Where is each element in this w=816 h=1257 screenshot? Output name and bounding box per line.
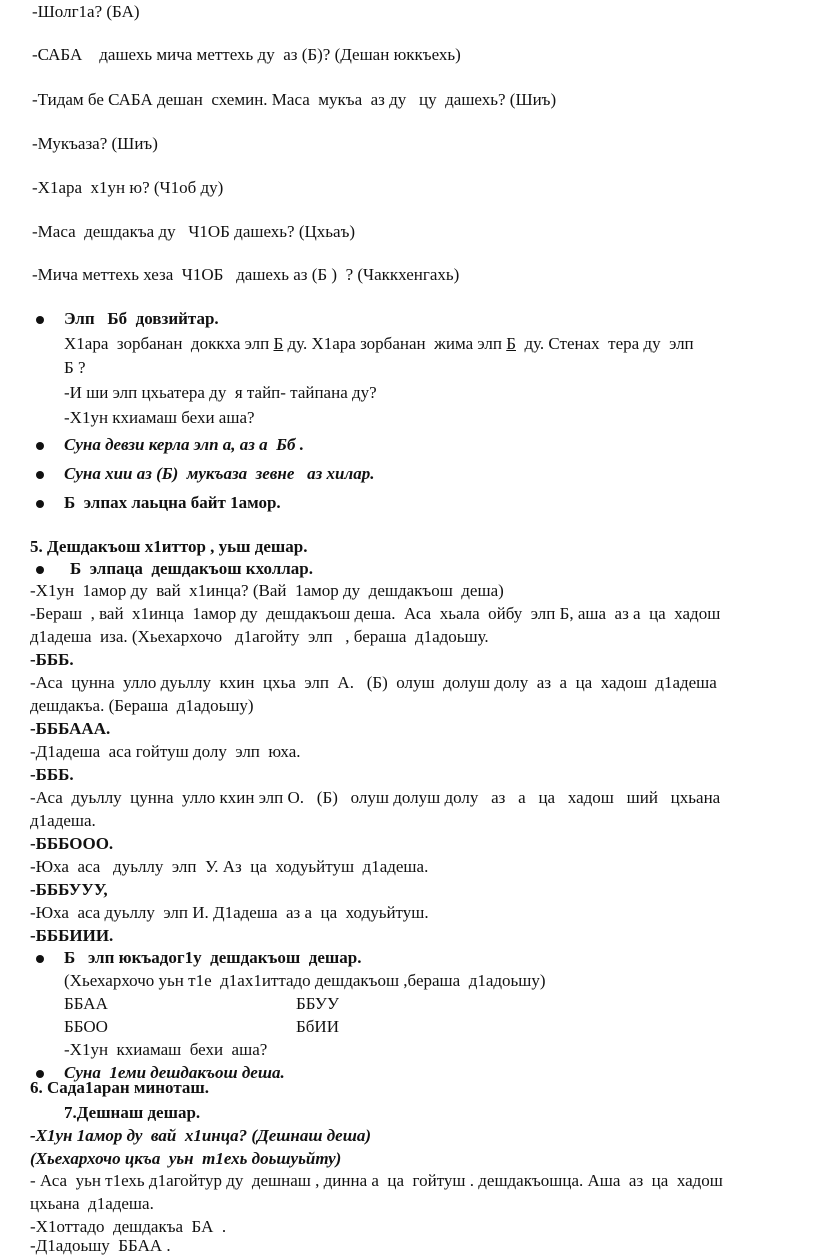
bullet-icon bbox=[36, 955, 44, 963]
paragraph-line: цхьана д1адеша. bbox=[30, 1194, 154, 1213]
syllable-line: -БББООО. bbox=[30, 834, 114, 853]
bullet-icon bbox=[36, 316, 44, 324]
dialog-line: -Х1ара х1ун ю? (Ч1об ду) bbox=[32, 178, 224, 197]
paragraph-line: (Хьехархочо уьн т1е д1ах1иттадо дешдакъош ,бераша д1адоьшу) bbox=[64, 971, 546, 990]
paragraph-line: -Юха аса дуьллу элп У. Аз ца ходуьйтуш д1адеша. bbox=[30, 857, 429, 876]
paragraph-line: Б ? bbox=[64, 358, 86, 377]
dialog-line: -Шолг1а? (БА) bbox=[32, 2, 140, 21]
section-heading: 6. Сада1аран миноташ. bbox=[30, 1078, 209, 1097]
section-heading: 7.Дешнаш дешар. bbox=[64, 1103, 201, 1122]
bullet-item: Б элп юкъадог1у дешдакъош дешар. bbox=[64, 948, 362, 967]
bullet-item: Суна девзи керла элп а, аз а Бб . bbox=[64, 435, 304, 454]
paragraph-line: -Х1ун кхиамаш бехи аша? bbox=[64, 1040, 268, 1059]
paragraph-line: -И ши элп цхьатера ду я тайп- тайпана ду? bbox=[64, 383, 377, 402]
paragraph-line: -Аса цунна улло дуьллу кхин цхьа элп А. (Б) олуш долуш долу аз а ца хадош д1адеша bbox=[30, 673, 717, 692]
bullet-icon bbox=[36, 500, 44, 508]
paragraph-line: -Х1ун кхиамаш бехи аша? bbox=[64, 408, 255, 427]
paragraph-line: -Х1оттадо дешдакъа БА . bbox=[30, 1217, 227, 1236]
paragraph-line: дешдакъа. (Бераша д1адоьшу) bbox=[30, 696, 254, 715]
bullet-icon bbox=[36, 566, 44, 574]
syllable-line: -БББ. bbox=[30, 765, 74, 784]
bullet-item: Б элпах лаьцна байт 1амор. bbox=[64, 493, 281, 512]
paragraph-line: д1адеша. bbox=[30, 811, 96, 830]
dialog-line: -Мича меттехь хеза Ч1ОБ дашехь аз (Б ) ? (Чаккхенгахь) bbox=[32, 265, 460, 284]
note-line: (Хьехархочо цкъа уьн т1ехь доьшуьйту) bbox=[30, 1149, 342, 1168]
bullet-item: Б элпаца дешдакъош кхоллар. bbox=[70, 559, 314, 578]
dialog-line: -Тидам бе САБА дешан схемин. Маса мукъа аз ду цу дашехь? (Шиъ) bbox=[32, 90, 557, 109]
syllable-cell: ББУУ bbox=[296, 994, 339, 1013]
bullet-icon bbox=[36, 471, 44, 479]
paragraph-line: -Аса дуьллу цунна улло кхин элп О. (Б) олуш долуш долу аз а ца хадош ший цхьана bbox=[30, 788, 721, 807]
dialog-line: -Маса дешдакъа ду Ч1ОБ дашехь? (Цхьаъ) bbox=[32, 222, 356, 241]
bullet-item: Суна хии аз (Б) мукъаза зевне аз хилар. bbox=[64, 464, 375, 483]
paragraph-line: - Аса уьн т1ехь д1агойтур ду дешнаш , динна а ца гойтуш . дешдакъошца. Аша аз ца хадош bbox=[30, 1171, 723, 1190]
paragraph-line: д1адеша иза. (Хьехархочо д1агойту элп , бераша д1адоьшу. bbox=[30, 627, 489, 646]
paragraph-line: -Д1адоьшу ББАА . bbox=[30, 1236, 171, 1255]
paragraph-line: -Бераш , вай х1инца 1амор ду дешдакъош деша. Аса хьала ойбу элп Б, аша аз а ца хадош bbox=[30, 604, 721, 623]
syllable-cell: ББАА bbox=[64, 994, 108, 1013]
syllable-line: -БББААА. bbox=[30, 719, 111, 738]
paragraph-line: -Д1адеша аса гойтуш долу элп юха. bbox=[30, 742, 301, 761]
syllable-line: -БББ. bbox=[30, 650, 74, 669]
syllable-line: -БББИИИ. bbox=[30, 926, 114, 945]
syllable-line: -БББУУУ, bbox=[30, 880, 108, 899]
syllable-cell: БбИИ bbox=[296, 1017, 339, 1036]
dialog-line: -Мукъаза? (Шиъ) bbox=[32, 134, 158, 153]
paragraph-line: -Юха аса дуьллу элп И. Д1адеша аз а ца ходуьйтуш. bbox=[30, 903, 429, 922]
paragraph-line: Х1ара зорбанан доккха элп Б ду. Х1ара зорбанан жима элп Б ду. Стенах тера ду элп bbox=[64, 334, 694, 353]
bullet-icon bbox=[36, 442, 44, 450]
dialog-line: -САБА дашехь мича меттехь ду аз (Б)? (Дешан юккъехь) bbox=[32, 45, 461, 64]
syllable-cell: ББОО bbox=[64, 1017, 108, 1036]
bullet-item: Суна 1еми дешдакъош деша. bbox=[64, 1063, 285, 1082]
section-heading: 5. Дешдакъош х1иттор , уьш дешар. bbox=[30, 537, 308, 556]
paragraph-line: -Х1ун 1амор ду вай х1инца? (Вай 1амор ду дешдакъош деша) bbox=[30, 581, 504, 600]
section-heading: Элп Бб довзийтар. bbox=[64, 309, 219, 328]
question-line: -Х1ун 1амор ду вай х1инца? (Дешнаш деша) bbox=[30, 1126, 372, 1145]
